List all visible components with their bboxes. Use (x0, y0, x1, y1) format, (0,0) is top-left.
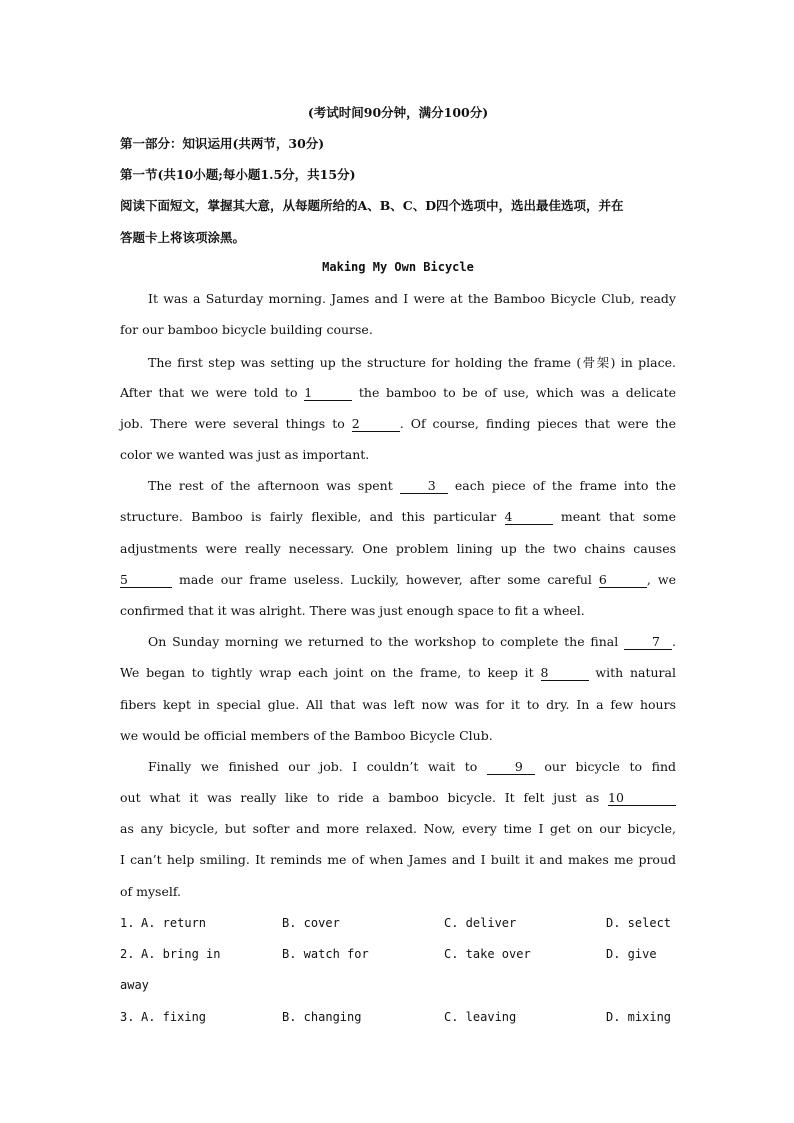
passage-text: with natural (588, 665, 676, 680)
passage-line (120, 634, 676, 650)
option-a[interactable]: A. bring in (141, 947, 221, 961)
passage-line: It was a Saturday morning. James and I were at the Bamboo Bicycle Club, ready (148, 291, 676, 306)
passage-text: . (672, 634, 676, 649)
passage-line: fibers kept in special glue. All that was left now was for it to dry. In a few hours (120, 697, 676, 712)
option-a[interactable]: A. fixing (141, 1010, 207, 1024)
blank-9: 9 (487, 760, 535, 775)
blank-6: 6 (599, 573, 647, 588)
blank-1: 1 (304, 386, 352, 401)
passage-text: , we (646, 572, 677, 587)
passage-line: I can’t help smiling. It reminds me of when James and I built it and makes me proud (120, 852, 676, 867)
passage-line: confirmed that it was alright. There was just enough space to fit a wheel. (120, 603, 585, 618)
option-a[interactable]: A. return (141, 916, 207, 930)
option-c[interactable]: C. leaving (444, 1010, 517, 1024)
option-c[interactable]: C. take over (444, 947, 531, 961)
passage-text: job. There were several things to (120, 416, 352, 431)
instruction-line-1: 阅读下面短文，掌握其大意，从每题所给的A、B、C、D四个选项中，选出最佳选项，并在 (120, 198, 624, 213)
instruction-line-2: 答题卡上将该项涂黑。 (120, 230, 246, 245)
passage-line: adjustments were really necessary. One problem lining up the two chains causes (120, 541, 676, 556)
passage-line: as any bicycle, but softer and more relaxed. Now, every time I get on our bicycle, (120, 821, 676, 836)
blank-2: 2 (352, 417, 400, 432)
blank-4: 4 (505, 510, 553, 525)
passage-text: Finally we finished our job. I couldn’t wait to (148, 759, 487, 774)
passage-text: out what it was really like to ride a bamboo bicycle. It felt just as (120, 790, 608, 805)
option-b[interactable]: B. watch for (282, 947, 369, 961)
passage-text: We began to tightly wrap each joint on the frame, to keep it (120, 665, 541, 680)
passage-line: color we wanted was just as important. (120, 447, 370, 462)
passage-line (120, 790, 676, 806)
passage-text: our bicycle to find (534, 759, 676, 774)
question-number: 1. (120, 916, 135, 930)
blank-3: 3 (400, 479, 448, 494)
passage-line: we would be official members of the Bamboo Bicycle Club. (120, 728, 493, 743)
exam-info: (考试时间90分钟，满分100分) (307, 105, 489, 120)
passage-text: The rest of the afternoon was spent (148, 478, 400, 493)
option-d[interactable]: D. give (606, 947, 657, 961)
question-number: 2. (120, 947, 135, 961)
option-d-wrap: away (120, 978, 149, 992)
passage-line: for our bamboo bicycle building course. (120, 322, 373, 337)
passage-text: structure. Bamboo is fairly flexible, and this particular (120, 509, 505, 524)
passage-text: each piece of the frame into the (447, 478, 676, 493)
passage-text: the bamboo to be of use, which was a delicate (352, 385, 676, 400)
passage-line (120, 509, 676, 525)
passage-text: meant that some (552, 509, 677, 524)
passage-line (120, 759, 676, 775)
passage-text: made our frame useless. Luckily, however, after some careful (172, 572, 599, 587)
blank-5: 5 (120, 573, 172, 588)
passage-text: After that we were told to (120, 385, 305, 400)
passage-text: On Sunday morning we returned to the workshop to complete the final (148, 634, 625, 649)
option-b[interactable]: B. changing (282, 1010, 362, 1024)
passage-line (120, 665, 676, 681)
passage-line (120, 478, 676, 494)
option-c[interactable]: C. deliver (444, 916, 517, 930)
option-b[interactable]: B. cover (282, 916, 340, 930)
passage-title: Making My Own Bicycle (322, 260, 474, 274)
option-d[interactable]: D. mixing (606, 1010, 672, 1024)
blank-10: 10 (608, 791, 676, 806)
passage-line (120, 416, 676, 432)
passage-text: . Of course, finding pieces that were the (399, 416, 676, 431)
question-number: 3. (120, 1010, 135, 1024)
passage-line: The first step was setting up the structure for holding the frame (骨架) in place. (148, 355, 676, 370)
option-d[interactable]: D. select (606, 916, 672, 930)
part-heading: 第一部分：知识运用(共两节，30分) (120, 136, 325, 151)
passage-line: of myself. (120, 884, 182, 899)
section-heading: 第一节(共10小题;每小题1.5分，共15分) (120, 167, 356, 182)
blank-7: 7 (624, 635, 672, 650)
passage-line (120, 385, 676, 401)
passage-line (120, 572, 676, 588)
blank-8: 8 (541, 666, 589, 681)
